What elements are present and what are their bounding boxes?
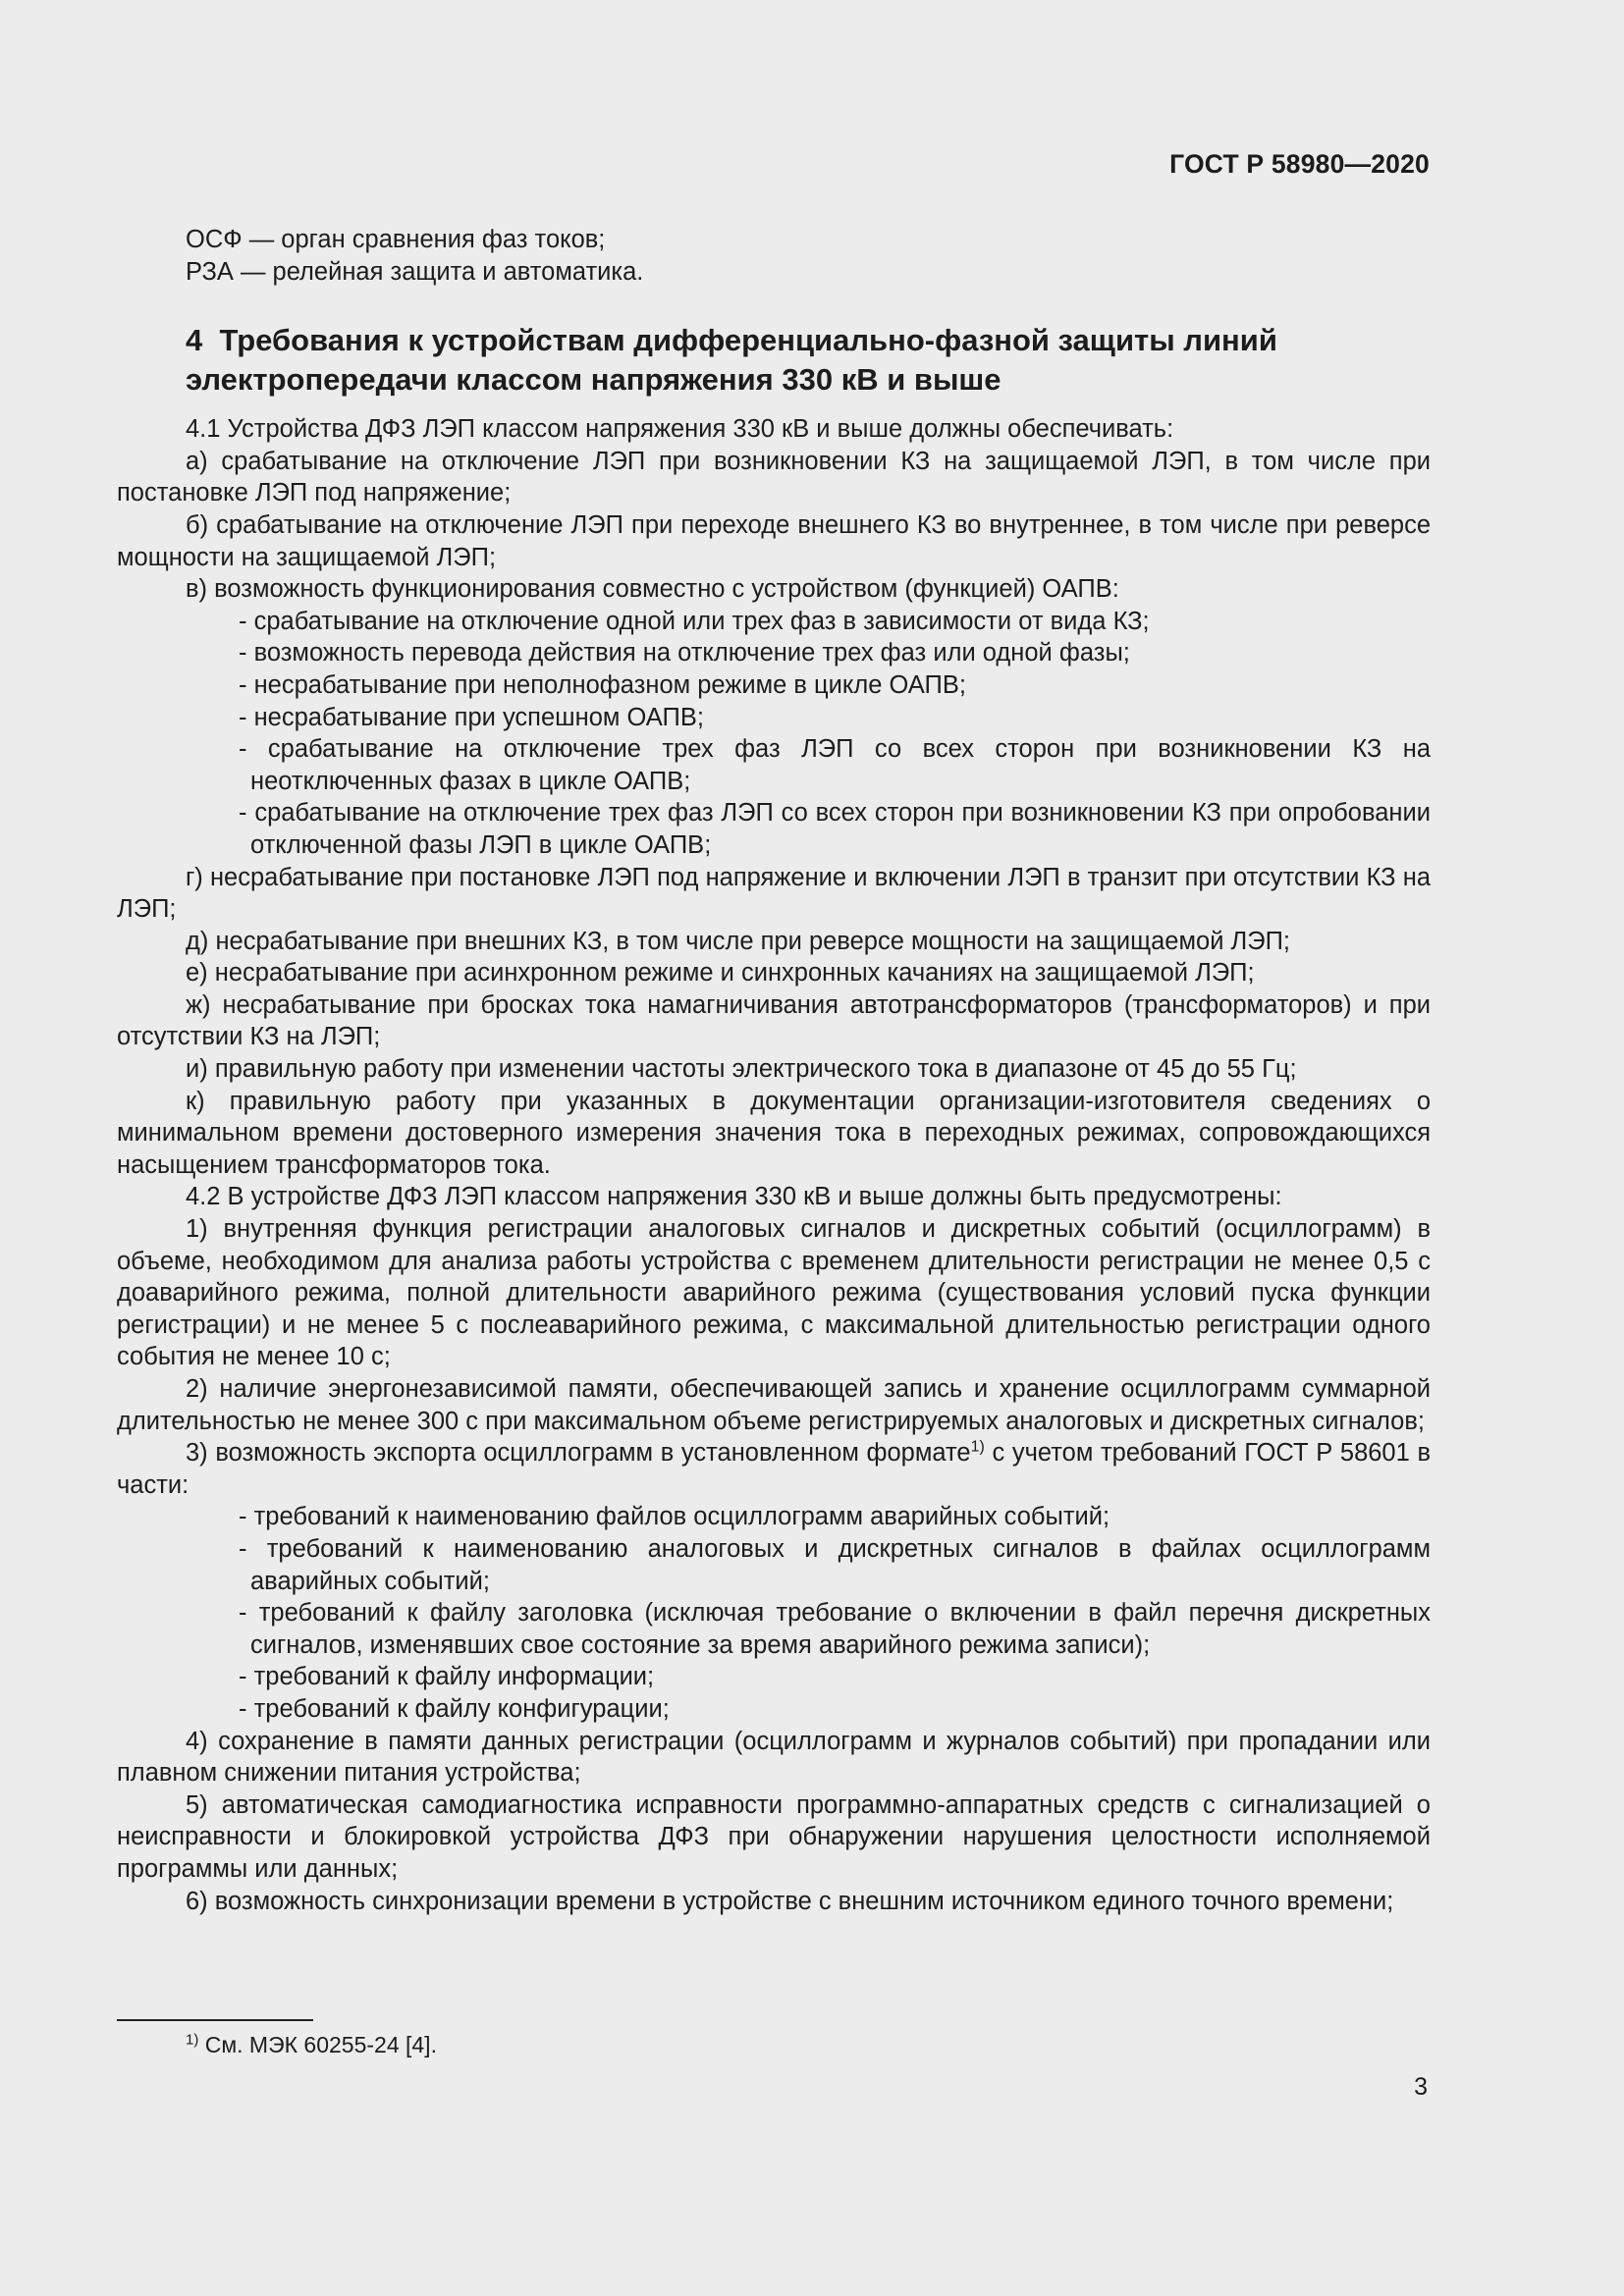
clause-4-1-item-g: г) несрабатывание при постановке ЛЭП под напряжение и включении ЛЭП в транзит при отсутствии КЗ на ЛЭП; xyxy=(117,863,1431,924)
clause-4-1-item-a: а) срабатывание на отключение ЛЭП при возникновении КЗ на защищаемой ЛЭП, в том числе при постановке ЛЭП под напряжение; xyxy=(117,447,1431,507)
document-code: ГОСТ Р 58980—2020 xyxy=(1169,149,1430,179)
clause-4-1-item-b: б) срабатывание на отключение ЛЭП при переходе внешнего КЗ во внутреннее, в том числе при реверсе мощности на защищаемой ЛЭП; xyxy=(117,510,1431,571)
clause-4-2-3-sub-item: - требований к файлу конфигурации; xyxy=(239,1694,670,1723)
clause-4-2-intro: 4.2 В устройстве ДФЗ ЛЭП классом напряжения 330 кВ и выше должны быть предусмотрены: xyxy=(186,1183,1282,1211)
clause-4-1-item-e: е) несрабатывание при асинхронном режиме и синхронных качаниях на защищаемой ЛЭП; xyxy=(186,959,1255,988)
clause-4-1-item-i: и) правильную работу при изменении частоты электрического тока в диапазоне от 45 до 55 Гц; xyxy=(186,1055,1297,1084)
clause-4-1-item-k: к) правильную работу при указанных в документации организации-изготовителя сведениях о минимальном времени достоверного измерения значения тока в переходных режимах, сопровождающихся насыщением трансформаторов тока. xyxy=(117,1087,1431,1179)
clause-4-1-v-sub-item: - возможность перевода действия на отключение трех фаз или одной фазы; xyxy=(239,639,1130,667)
clause-4-1-intro: 4.1 Устройства ДФЗ ЛЭП классом напряжения 330 кВ и выше должны обеспечивать: xyxy=(186,415,1174,444)
clause-4-1-v-sub-item: - срабатывание на отключение трех фаз ЛЭП со всех сторон при возникновении КЗ при опробовании отключенной фазы ЛЭП в цикле ОАПВ; xyxy=(239,799,1431,859)
item-3-text-cont: с учетом требований ГОСТ Р 58601 в части: xyxy=(117,1439,1431,1499)
abbreviation-rza: РЗА — релейная защита и автоматика. xyxy=(186,257,644,286)
clause-4-1-v-sub-item: - несрабатывание при успешном ОАПВ; xyxy=(239,703,704,731)
clause-4-2-item-2: 2) наличие энергонезависимой памяти, обеспечивающей запись и хранение осциллограмм суммарной длительностью не менее 300 с при максимальном объеме регистрируемых аналоговых и дискретных сигналов; xyxy=(117,1375,1431,1435)
section-number: 4 xyxy=(186,323,203,358)
footnote-separator xyxy=(117,2019,313,2021)
clause-4-2-3-sub-item: - требований к наименованию файлов осциллограмм аварийных событий; xyxy=(239,1503,1110,1531)
footnote-text: См. МЭК 60255-24 [4]. xyxy=(198,2032,437,2057)
clause-4-2-item-6: 6) возможность синхронизации времени в устройстве с внешним источником единого точного времени; xyxy=(186,1887,1394,1915)
abbreviation-osf: ОСФ — орган сравнения фаз токов; xyxy=(186,226,606,253)
clause-4-2-item-3 xyxy=(117,1437,1431,1501)
item-3-text: 3) возможность экспорта осциллограмм в установленном формате xyxy=(186,1439,971,1468)
clause-4-1-v-sub-item: - срабатывание на отключение трех фаз ЛЭП со всех сторон при возникновении КЗ на неотключенных фазах в цикле ОАПВ; xyxy=(239,735,1431,795)
clause-4-2-item-1: 1) внутренняя функция регистрации аналоговых сигналов и дискретных событий (осциллограмм) в объеме, необходимом для анализа работы устройства с временем длительности регистрации не менее 0,5 с доаварийного режима, полной длительности аварийного режима (существования условий пуска функции регистрации) и не менее 5 с послеаварийного режима, с максимальной длительностью регистрации одного события не менее 10 с; xyxy=(117,1215,1431,1371)
clause-4-2-3-sub-item: - требований к наименованию аналоговых и дискретных сигналов в файлах осциллограмм аварийных событий; xyxy=(239,1534,1431,1595)
clause-4-1-item-zh: ж) несрабатывание при бросках тока намагничивания автотрансформаторов (трансформаторов) и при отсутствии КЗ на ЛЭП; xyxy=(117,990,1431,1051)
clause-4-1-item-v: в) возможность функционирования совместно с устройством (функцией) ОАПВ: xyxy=(186,575,1119,604)
clause-4-1-item-d: д) несрабатывание при внешних КЗ, в том числе при реверсе мощности на защищаемой ЛЭП; xyxy=(186,927,1291,955)
clause-4-1-v-sub-item: - срабатывание на отключение одной или трех фаз в зависимости от вида КЗ; xyxy=(239,607,1150,635)
page-body xyxy=(117,224,1431,1917)
clause-4-2-3-sub-item: - требований к файлу заголовка (исключая требование о включении в файл перечня дискретных сигналов, изменявших свое состояние за время аварийного режима записи); xyxy=(239,1599,1431,1659)
page-number: 3 xyxy=(1414,2073,1428,2101)
clause-4-2-3-sub-item: - требований к файлу информации; xyxy=(239,1663,655,1691)
footnote-ref[interactable]: 1) xyxy=(970,1438,985,1456)
clause-4-1-v-sub-item: - несрабатывание при неполнофазном режиме в цикле ОАПВ; xyxy=(239,670,966,699)
section-heading xyxy=(117,321,1431,400)
section-title: Требования к устройствам дифференциально-фазной защиты линий электропередачи классом напряжения 330 кВ и выше xyxy=(186,323,1277,398)
footnote-mark: 1) xyxy=(186,2031,199,2049)
clause-4-2-item-4: 4) сохранение в памяти данных регистрации (осциллограмм и журналов событий) при пропадании или плавном снижении питания устройства; xyxy=(117,1727,1431,1788)
footnote xyxy=(186,2030,437,2059)
clause-4-2-item-5: 5) автоматическая самодиагностика исправности программно-аппаратных средств с сигнализацией о неисправности и блокировкой устройства ДФЗ при обнаружении нарушения целостности исполняемой программы или данных; xyxy=(117,1790,1431,1883)
